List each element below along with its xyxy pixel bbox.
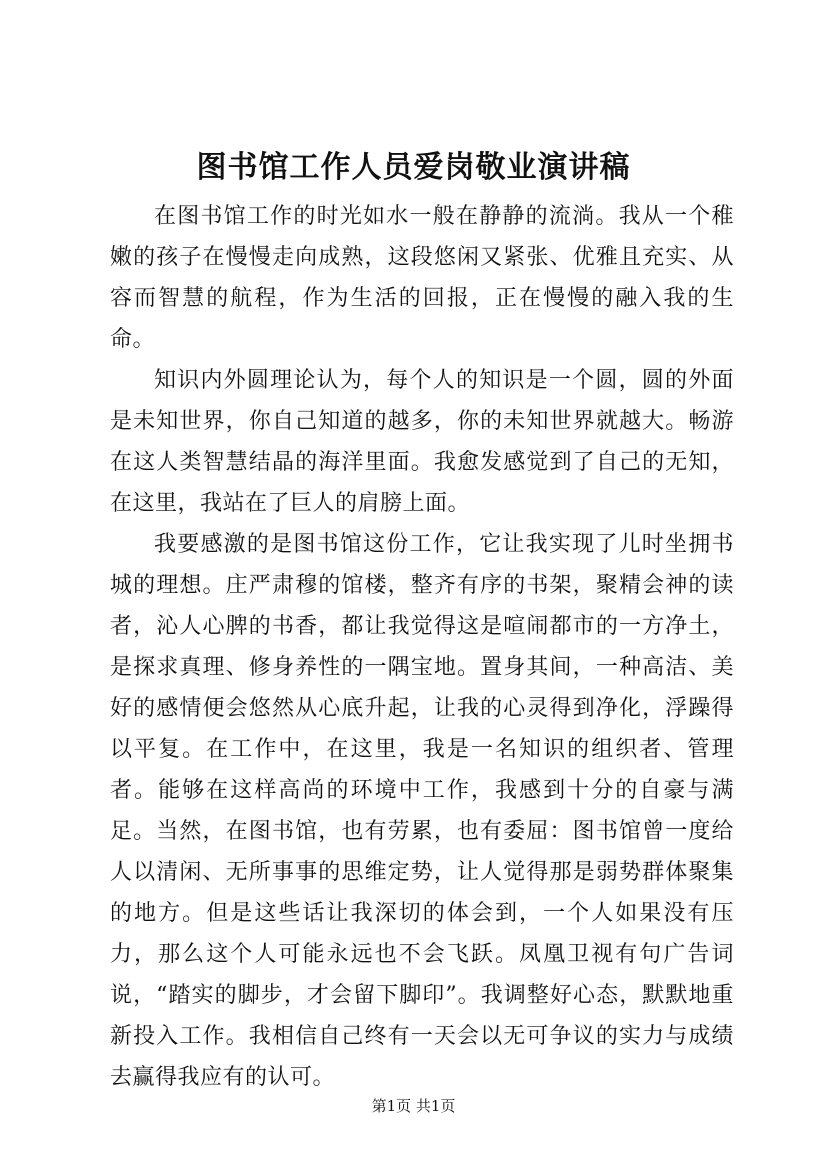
paragraph-3: 我要感激的是图书馆这份工作，它让我实现了儿时坐拥书城的理想。庄严肃穆的馆楼，整齐有序的书架，聚精会神的读者，沁人心脾的书香，都让我觉得这是喧闹都市的一方净土，是探求真理、修身养性的一隅宝地。置身其间，一种高洁、美好的感情便会悠然从心底升起，让我的心灵得到净化，浮躁得以平复。在工作中，在这里，我是一名知识的组织者、管理者。能够在这样高尚的环境中工作，我感到十分的自豪与满足。当然，在图书馆，也有劳累，也有委屈：图书馆曾一度给人以清闲、无所事事的思维定势，让人觉得那是弱势群体聚集的地方。但是这些话让我深切的体会到，一个人如果没有压力，那么这个人可能永远也不会飞跃。凤凰卫视有句广告词说，“踏实的脚步，才会留下脚印”。我调整好心态，默默地重新投入工作。我相信自己终有一天会以无可争议的实力与成绩去赢得我应有的认可。 (110, 532, 734, 1090)
document-title: 图书馆工作人员爱岗敬业演讲稿 (196, 150, 631, 185)
paragraph-1: 在图书馆工作的时光如水一般在静静的流淌。我从一个稚嫩的孩子在慢慢走向成熟，这段悠闲又紧张、优雅且充实、从容而智慧的航程，作为生活的回报，正在慢慢的融入我的生命。 (110, 204, 734, 352)
page-number-footer: 第1页 共1页 (371, 1097, 456, 1115)
document-body (110, 196, 734, 1098)
paragraph-2: 知识内外圆理论认为，每个人的知识是一个圆，圆的外面是未知世界，你自己知道的越多，你的未知世界就越大。畅游在这人类智慧结晶的海洋里面。我愈发感觉到了自己的无知，在这里，我站在了巨人的肩膀上面。 (110, 368, 734, 516)
